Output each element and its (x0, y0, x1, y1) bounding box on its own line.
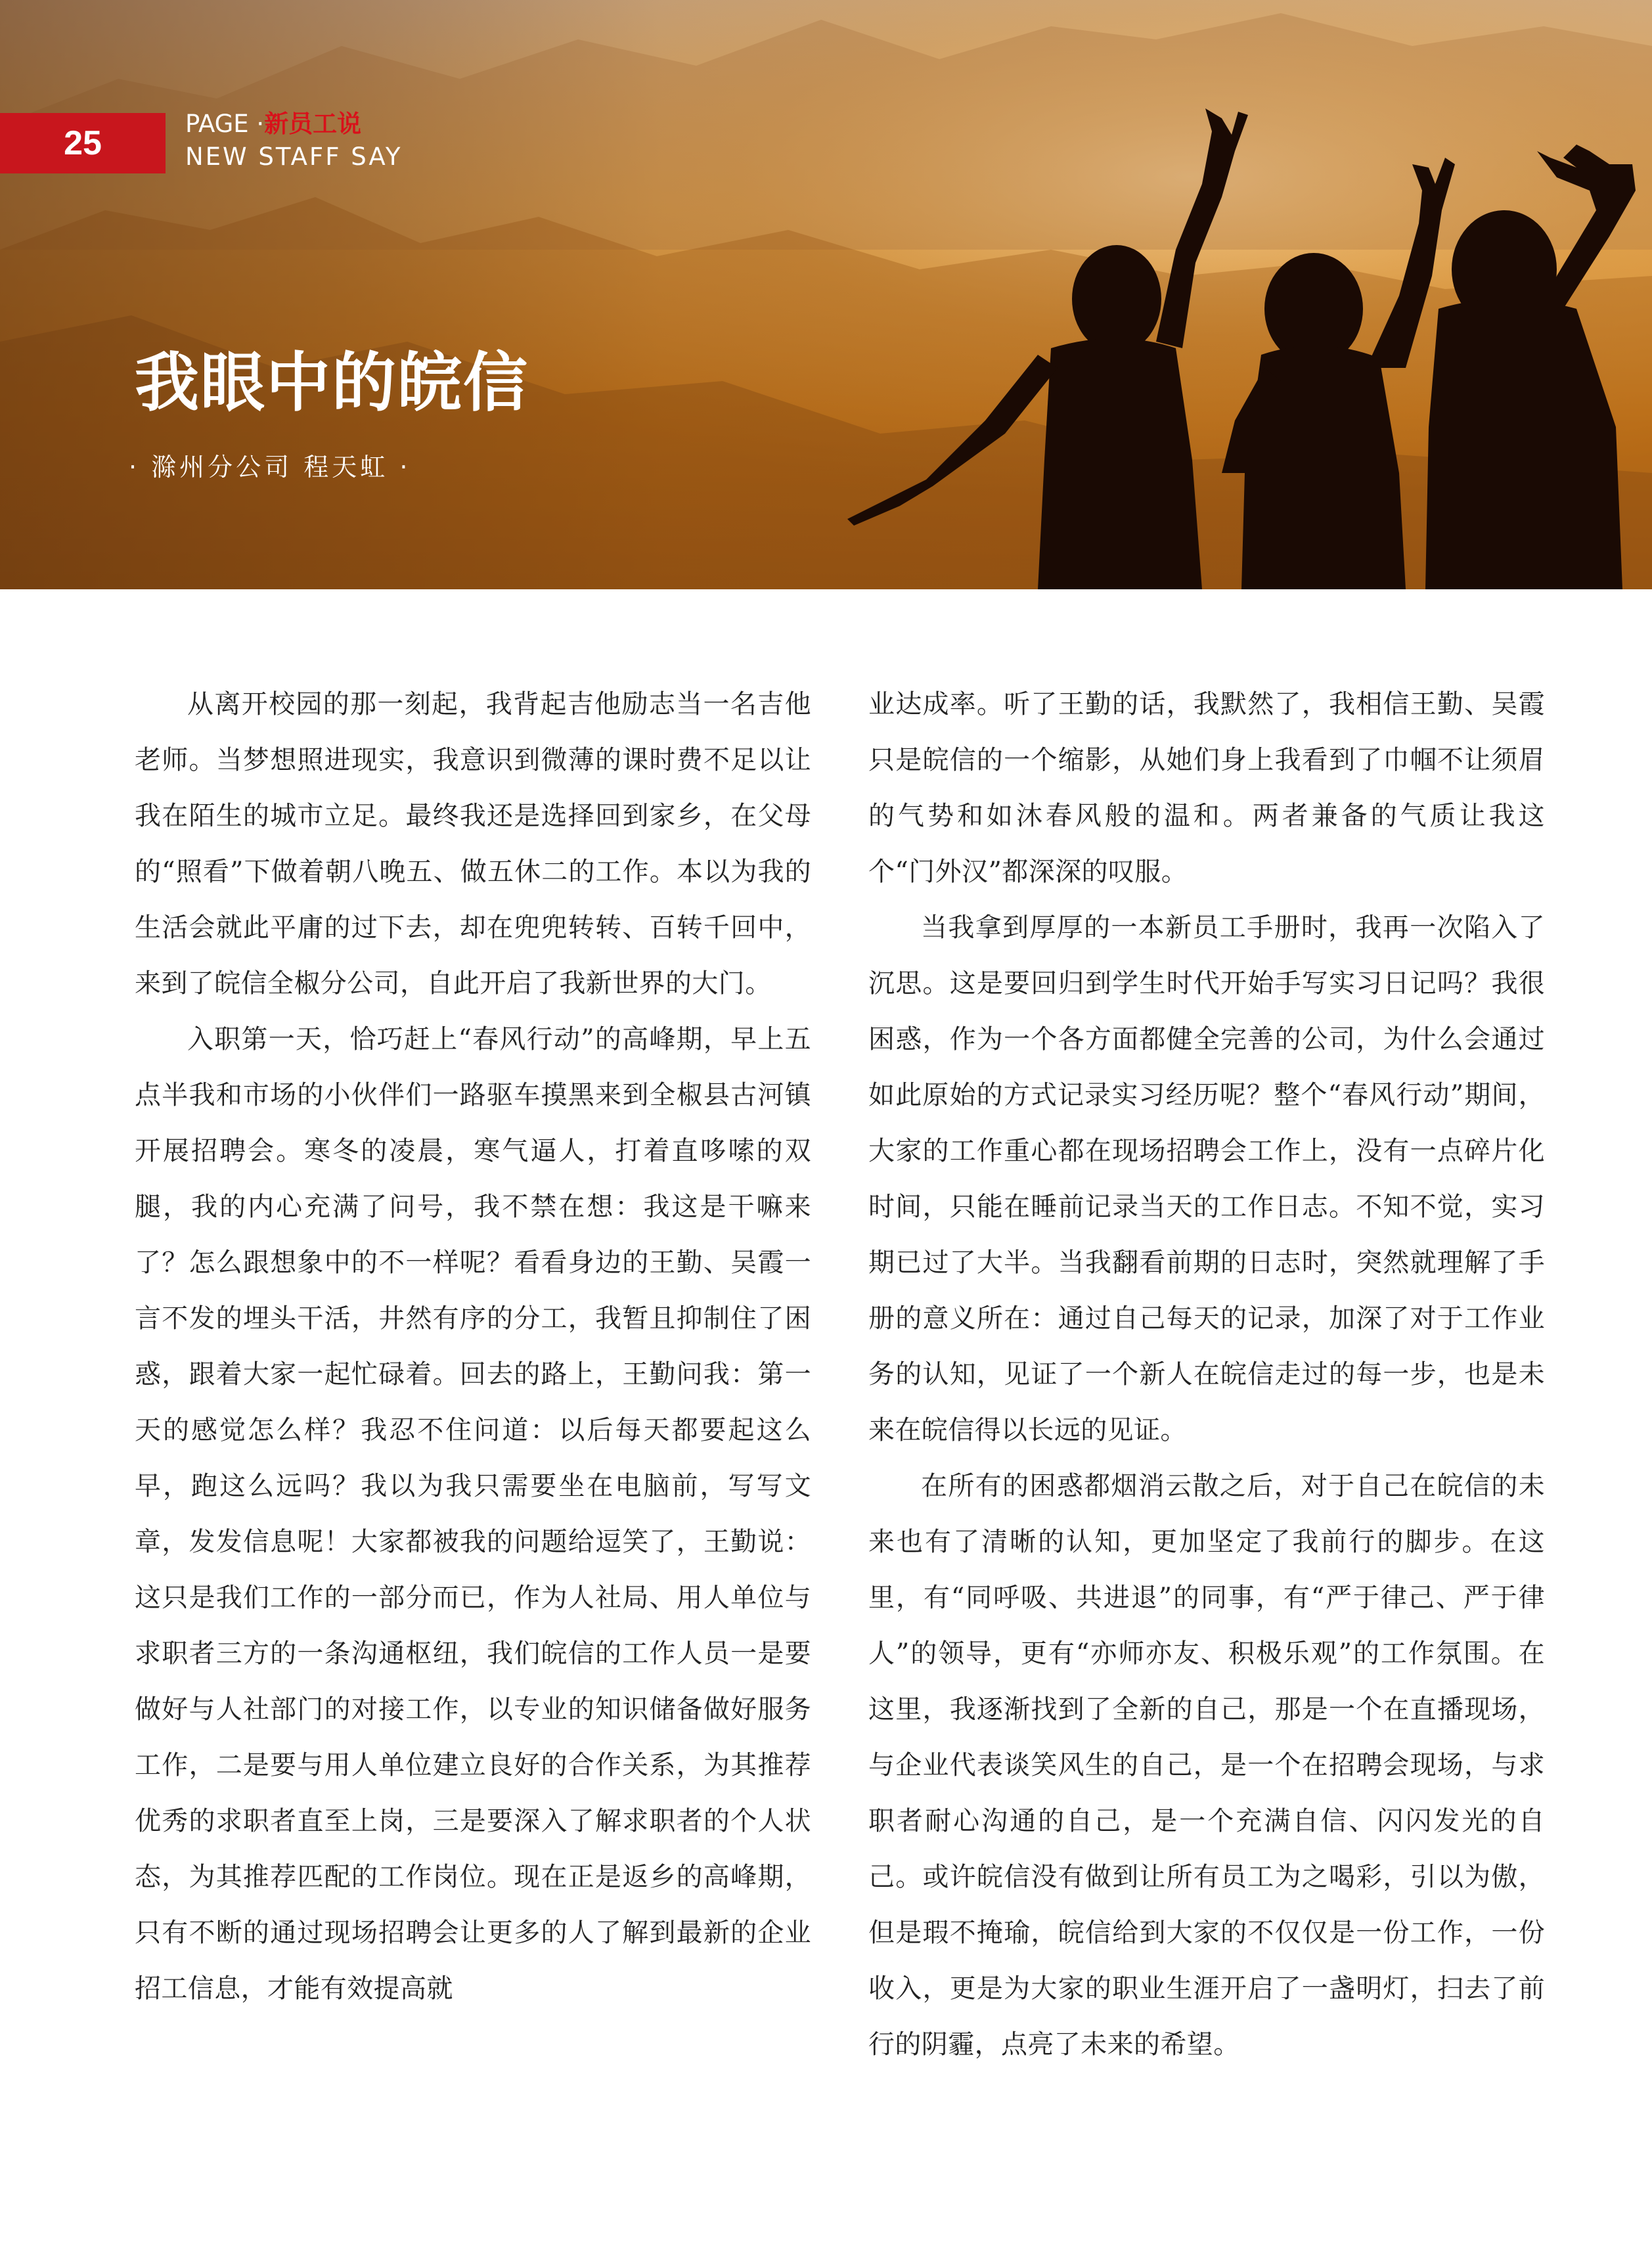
section-subtitle: NEW STAFF SAY (185, 143, 403, 171)
hero-photo (0, 0, 1652, 589)
article-column-left (135, 677, 811, 2017)
paragraph: 入职第一天，恰巧赶上“春风行动”的高峰期，早上五点半我和市场的小伙伴们一路驱车摸黑来到全椒县古河镇开展招聘会。寒冬的凌晨，寒气逼人，打着直哆嗦的双腿，我的内心充满了问号，我不禁在想：我这是干嘛来了？怎么跟想象中的不一样呢？看看身边的王勤、吴霞一言不发的埋头干活，井然有序的分工，我暂且抑制住了困惑，跟着大家一起忙碌着。回去的路上，王勤问我：第一天的感觉怎么样？我忍不住问道：以后每天都要起这么早，跑这么远吗？我以为我只需要坐在电脑前，写写文章，发发信息呢！大家都被我的问题给逗笑了，王勤说：这只是我们工作的一部分而已，作为人社局、用人单位与求职者三方的一条沟通枢纽，我们皖信的工作人员一是要做好与人社部门的对接工作，以专业的知识储备做好服务工作，二是要与用人单位建立良好的合作关系，为其推荐优秀的求职者直至上岗，三是要深入了解求职者的个人状态，为其推荐匹配的工作岗位。现在正是返乡的高峰期，只有不断的通过现场招聘会让更多的人了解到最新的企业招工信息，才能有效提高就 (135, 1024, 811, 2004)
page-number: 25 (64, 124, 102, 162)
article-byline: · 滁州分公司 程天虹 · (129, 453, 411, 482)
section-label (185, 108, 402, 173)
article-title: 我眼中的皖信 (135, 345, 529, 420)
section-label-cn: 新员工说 (264, 110, 362, 138)
paragraph: 从离开校园的那一刻起，我背起吉他励志当一名吉他老师。当梦想照进现实，我意识到微薄的课时费不足以让我在陌生的城市立足。最终我还是选择回到家乡，在父母的“照看”下做着朝八晚五、做五休二的工作。本以为我的生活会就此平庸的过下去，却在兜兜转转、百转千回中，来到了皖信全椒分公司，自此开启了我新世界的大门。 (135, 689, 811, 999)
paragraph: 当我拿到厚厚的一本新员工手册时，我再一次陷入了沉思。这是要回归到学生时代开始手写实习日记吗？我很困惑，作为一个各方面都健全完善的公司，为什么会通过如此原始的方式记录实习经历呢？整个“春风行动”期间，大家的工作重心都在现场招聘会工作上，没有一点碎片化时间，只能在睡前记录当天的工作日志。不知不觉，实习期已过了大半。当我翻看前期的日志时，突然就理解了手册的意义所在：通过自己每天的记录，加深了对于工作业务的认知，见证了一个新人在皖信走过的每一步，也是未来在皖信得以长远的见证。 (868, 913, 1545, 1445)
paragraph: 业达成率。听了王勤的话，我默然了，我相信王勤、吴霞只是皖信的一个缩影，从她们身上我看到了巾帼不让须眉的气势和如沐春风般的温和。两者兼备的气质让我这个“门外汉”都深深的叹服。 (868, 689, 1545, 887)
page-number-tab (0, 113, 166, 173)
paragraph: 在所有的困惑都烟消云散之后，对于自己在皖信的未来也有了清晰的认知，更加坚定了我前行的脚步。在这里，有“同呼吸、共进退”的同事，有“严于律己、严于律人”的领导，更有“亦师亦友、积极乐观”的工作氛围。在这里，我逐渐找到了全新的自己，那是一个在直播现场，与企业代表谈笑风生的自己，是一个在招聘会现场，与求职者耐心沟通的自己，是一个充满自信、闪闪发光的自己。或许皖信没有做到让所有员工为之喝彩，引以为傲，但是瑕不掩瑜，皖信给到大家的不仅仅是一份工作，一份收入，更是为大家的职业生涯开启了一盏明灯，扫去了前行的阴霾，点亮了未来的希望。 (868, 1471, 1545, 2060)
section-label-en: PAGE · (185, 110, 265, 138)
article-column-right (868, 677, 1545, 2073)
section-label-line1 (185, 108, 402, 141)
